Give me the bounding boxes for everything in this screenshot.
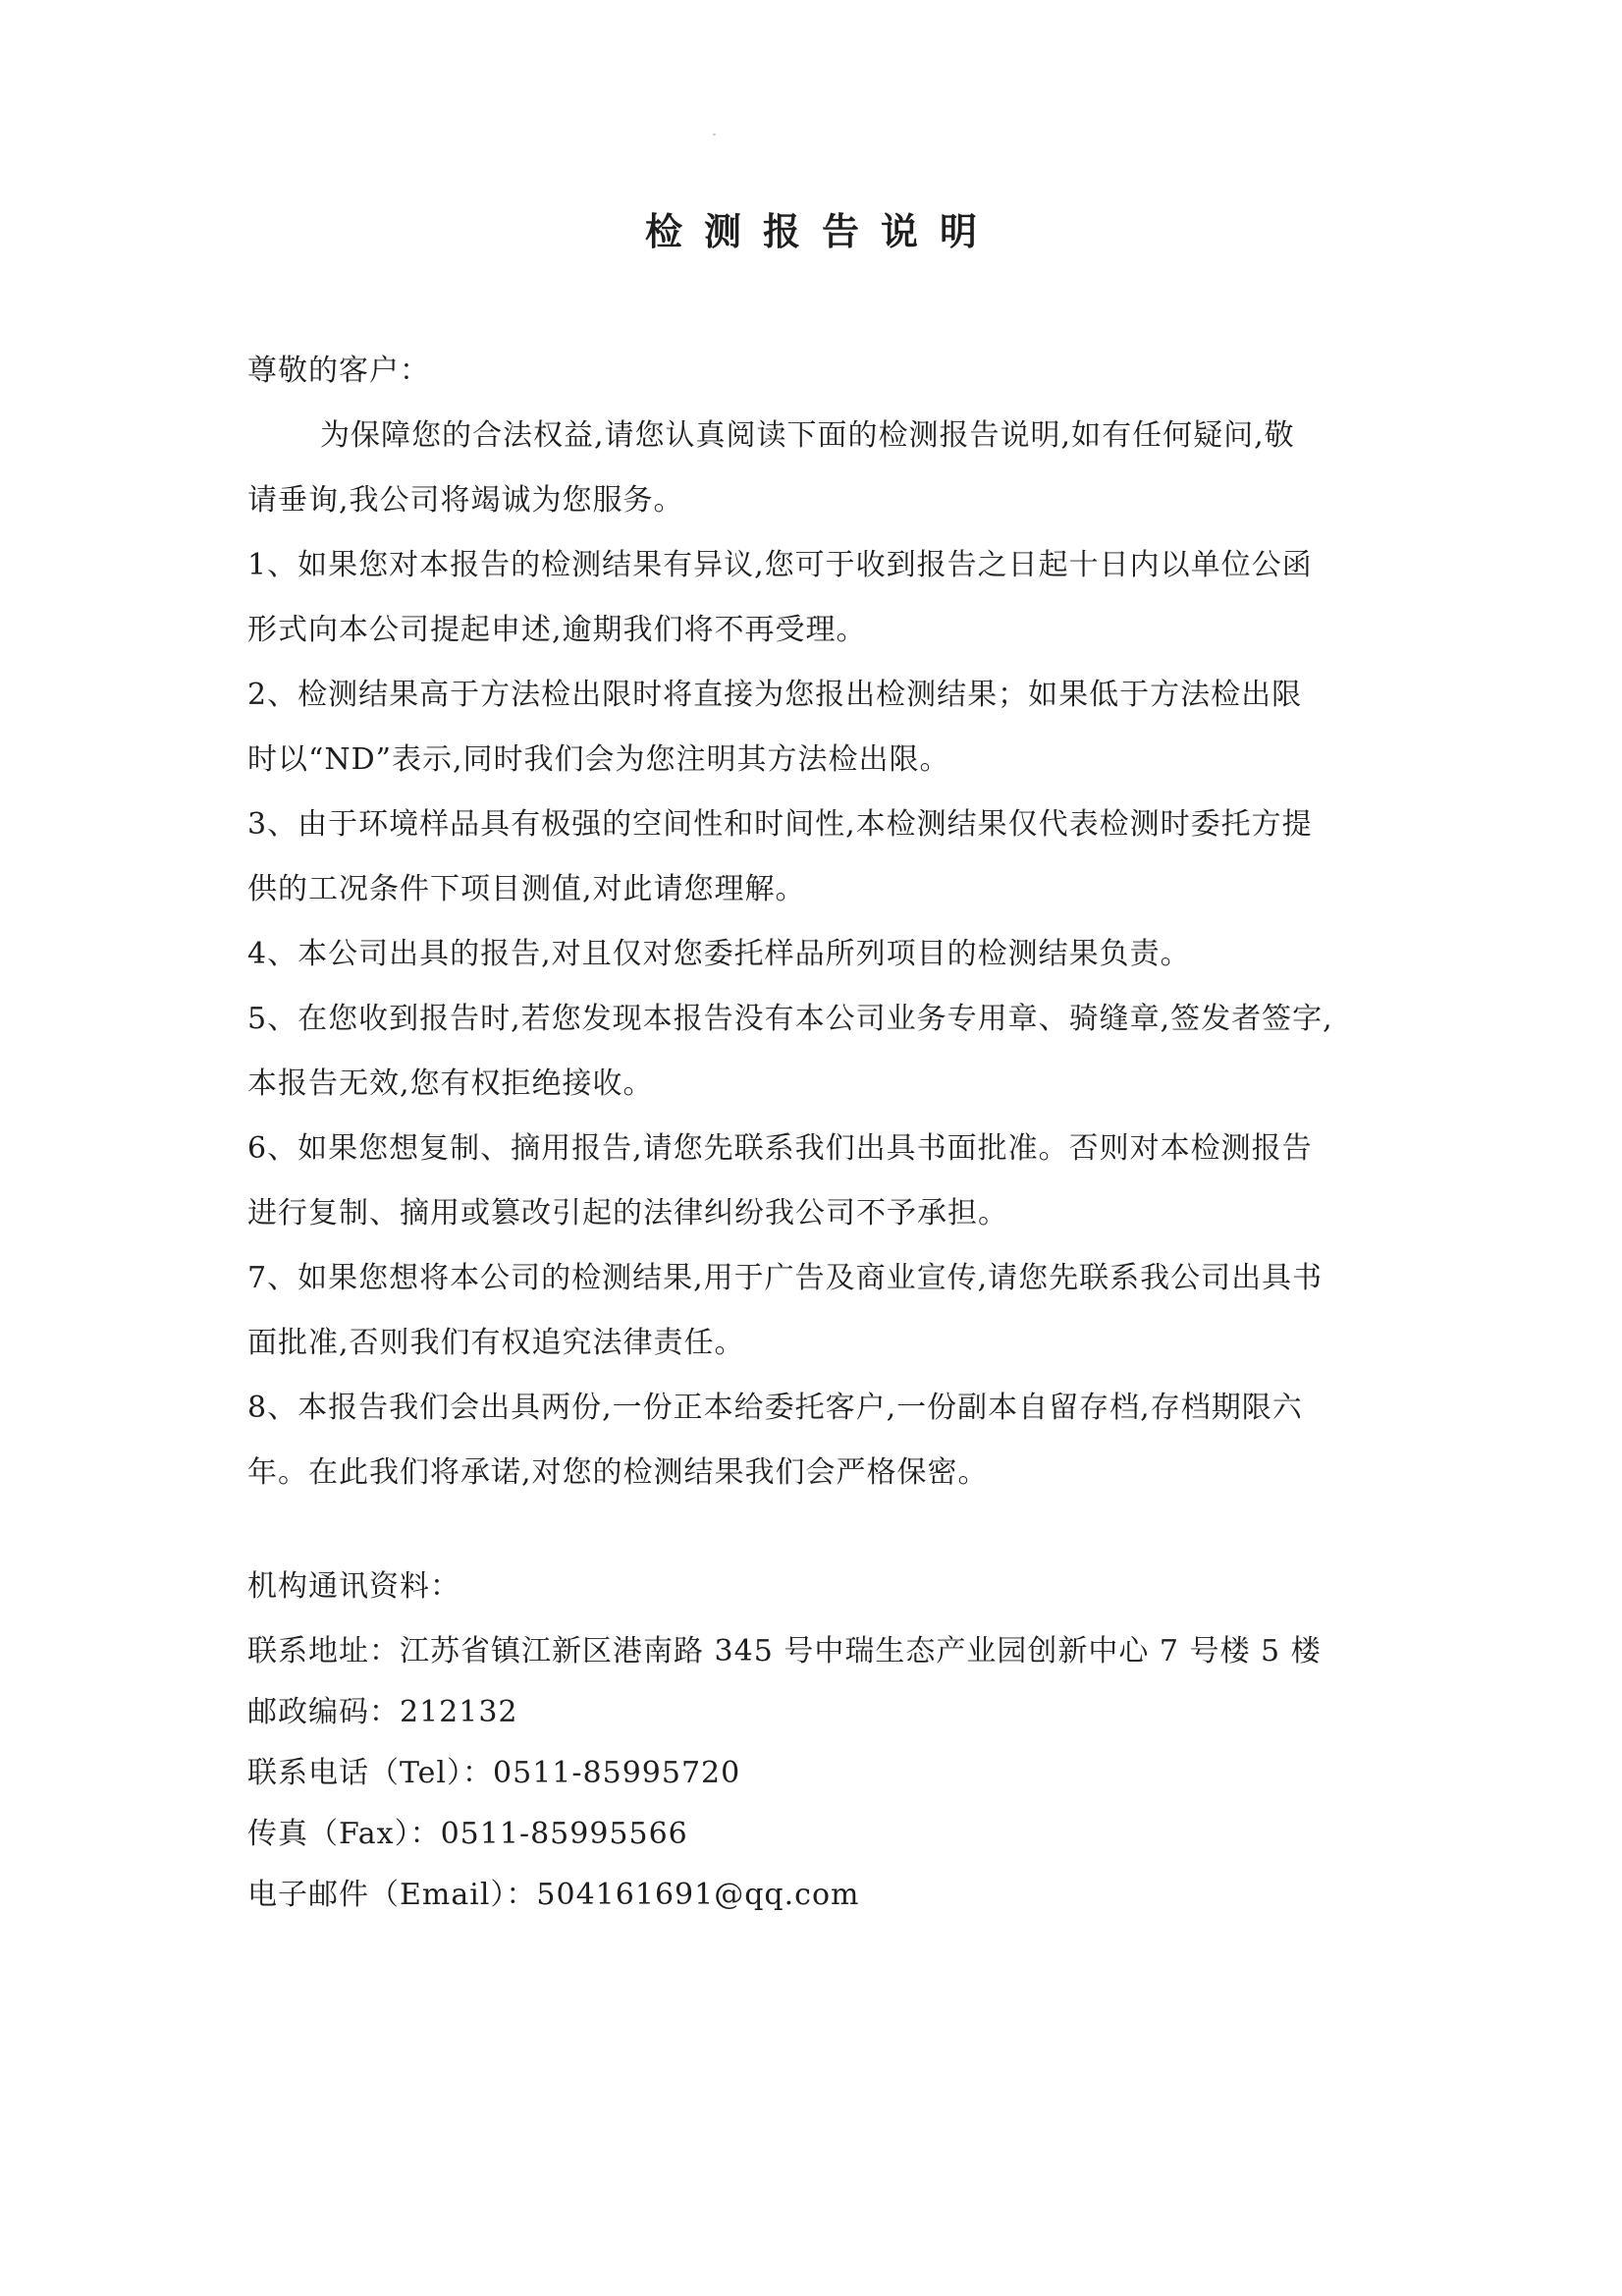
salutation: 尊敬的客户： xyxy=(247,354,430,388)
intro-line-2: 请垂询,我公司将竭诚为您服务。 xyxy=(247,483,684,518)
postcode-label: 邮政编码： xyxy=(247,1695,400,1729)
contact-postcode xyxy=(247,1682,1426,1743)
email-label: 电子邮件（Email）： xyxy=(247,1878,537,1912)
item-5-line-1: 5、在您收到报告时,若您发现本报告没有本公司业务专用章、骑缝章,签发者签字, xyxy=(247,1002,1333,1036)
contact-address xyxy=(247,1621,1426,1682)
item-6-line-1: 6、如果您想复制、摘用报告,请您先联系我们出具书面批准。否则对本检测报告 xyxy=(247,1131,1313,1166)
postcode-value: 212132 xyxy=(400,1695,518,1729)
item-3-line-1: 3、由于环境样品具有极强的空间性和时间性,本检测结果仅代表检测时委托方提 xyxy=(247,807,1313,842)
item-1-line-1: 1、如果您对本报告的检测结果有异议,您可于收到报告之日起十日内以单位公函 xyxy=(247,548,1313,582)
item-2-line-1: 2、检测结果高于方法检出限时将直接为您报出检测结果；如果低于方法检出限 xyxy=(247,678,1303,712)
intro-line-1: 为保障您的合法权益,请您认真阅读下面的检测报告说明,如有任何疑问,敬 xyxy=(320,418,1295,453)
contact-email xyxy=(247,1865,1426,1926)
item-5-line-2: 本报告无效,您有权拒绝接收。 xyxy=(247,1066,654,1101)
tel-label: 联系电话（Tel）： xyxy=(247,1756,494,1790)
item-3-line-2: 供的工况条件下项目测值,对此请您理解。 xyxy=(247,872,806,906)
item-2-line-2: 时以“ND”表示,同时我们会为您注明其方法检出限。 xyxy=(247,742,950,777)
document-body xyxy=(247,339,1386,1505)
item-4-line-1: 4、本公司出具的报告,对且仅对您委托样品所列项目的检测结果负责。 xyxy=(247,937,1191,971)
contact-section xyxy=(247,1557,1426,1926)
contact-fax xyxy=(247,1804,1426,1865)
fax-label: 传真（Fax）： xyxy=(247,1817,441,1851)
address-value: 江苏省镇江新区港南路 345 号中瑞生态产业园创新中心 7 号楼 5 楼 xyxy=(400,1634,1322,1668)
page-title: 检测报告说明 xyxy=(644,209,999,253)
tel-value: 0511-85995720 xyxy=(493,1756,741,1790)
item-7-line-1: 7、如果您想将本公司的检测结果,用于广告及商业宣传,请您先联系我公司出具书 xyxy=(247,1261,1324,1295)
scan-speck xyxy=(713,134,716,136)
contact-tel xyxy=(247,1743,1426,1804)
item-7-line-2: 面批准,否则我们有权追究法律责任。 xyxy=(247,1326,745,1360)
email-value: 504161691@qq.com xyxy=(536,1878,860,1912)
contact-heading: 机构通讯资料： xyxy=(247,1569,460,1604)
fax-value: 0511-85995566 xyxy=(440,1817,688,1851)
item-1-line-2: 形式向本公司提起申述,逾期我们将不再受理。 xyxy=(247,613,867,647)
item-8-line-2: 年。在此我们将承诺,对您的检测结果我们会严格保密。 xyxy=(247,1455,989,1490)
address-label: 联系地址： xyxy=(247,1634,400,1668)
item-6-line-2: 进行复制、摘用或篡改引起的法律纠纷我公司不予承担。 xyxy=(247,1196,1008,1230)
item-8-line-1: 8、本报告我们会出具两份,一份正本给委托客户,一份副本自留存档,存档期限六 xyxy=(247,1391,1303,1425)
